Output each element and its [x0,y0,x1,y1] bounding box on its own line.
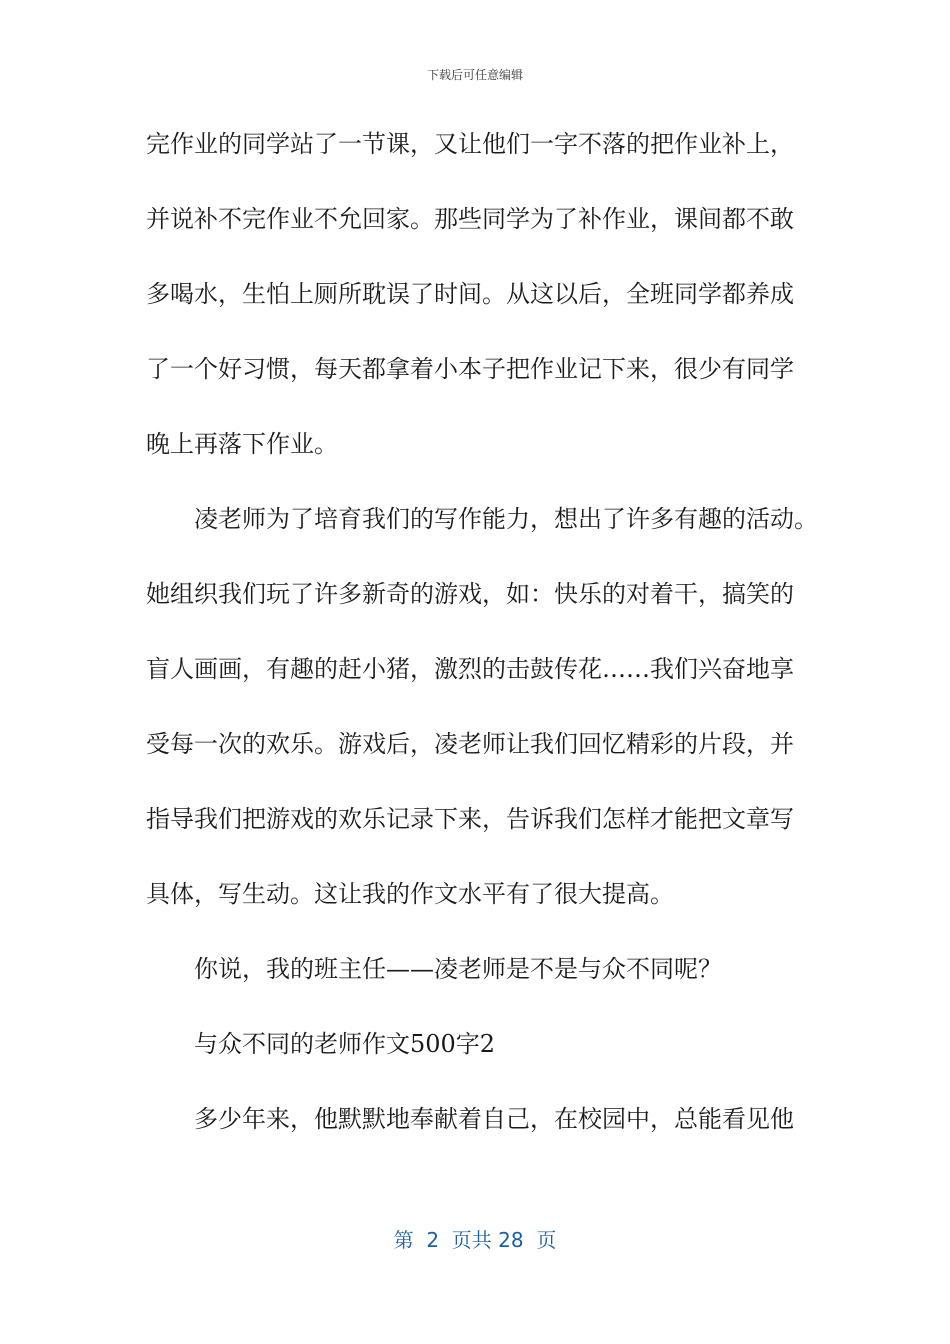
text-line: 指导我们把游戏的欢乐记录下来，告诉我们怎样才能把文章写 [146,805,794,833]
text-line: 了一个好习惯，每天都拿着小本子把作业记下来，很少有同学 [146,355,794,383]
text-line-indented: 多少年来，他默默地奉献着自己，在校园中，总能看见他 [194,1105,794,1133]
text-line: 并说补不完作业不允回家。那些同学为了补作业，课间都不敢 [146,205,794,233]
document-body [146,122,818,1172]
text-line: 晚上再落下作业。 [146,430,338,458]
text-line: 多喝水，生怕上厕所耽误了时间。从这以后，全班同学都养成 [146,280,794,308]
page-header: 下载后可任意编辑 [426,68,523,82]
text-line: 受每一次的欢乐。游戏后，凌老师让我们回忆精彩的片段，并 [146,730,794,758]
section-heading: 与众不同的老师作文500字2 [194,1030,496,1058]
text-line-indented: 你说，我的班主任——凌老师是不是与众不同呢？ [194,955,722,983]
page-number-footer: 第 2 页共 28 页 [393,1228,557,1252]
text-line: 盲人画画，有趣的赶小猪，激烈的击鼓传花……我们兴奋地享 [146,655,794,683]
text-line: 完作业的同学站了一节课，又让他们一字不落的把作业补上， [146,130,794,158]
text-line: 具体，写生动。这让我的作文水平有了很大提高。 [146,880,674,908]
text-line-indented: 凌老师为了培育我们的写作能力，想出了许多有趣的活动。 [194,505,818,533]
text-line: 她组织我们玩了许多新奇的游戏，如：快乐的对着干，搞笑的 [146,580,794,608]
